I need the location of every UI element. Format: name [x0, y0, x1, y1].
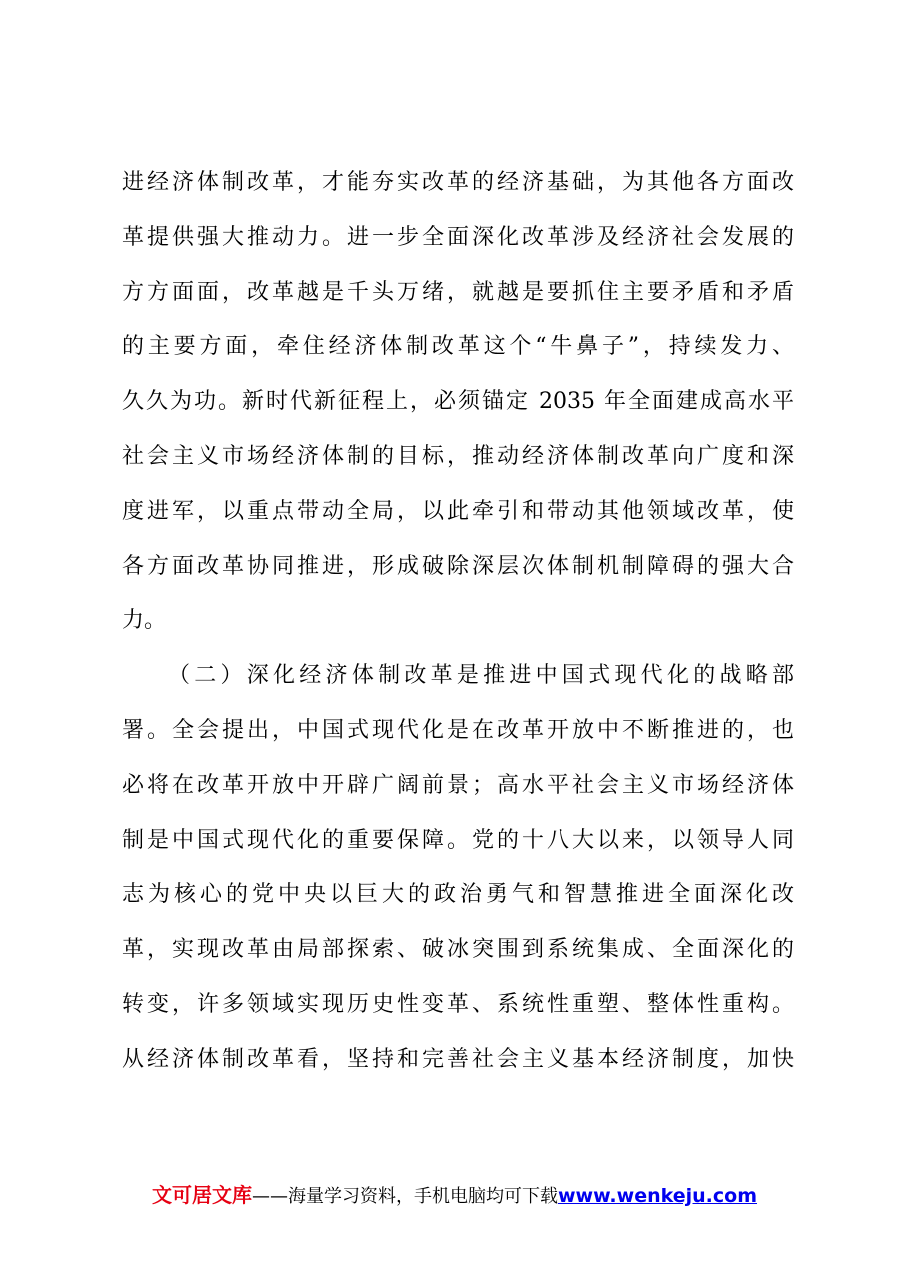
website-link[interactable]: www.wenkeju.com: [557, 1185, 757, 1207]
text-line: 志为核心的党中央以巨大的政治勇气和智慧推进全面深化改: [122, 882, 794, 908]
text-line: 社会主义市场经济体制的目标，推动经济体制改革向广度和深: [122, 443, 794, 469]
text-line: 进经济体制改革，才能夯实改革的经济基础，为其他各方面改: [122, 170, 794, 195]
text-line: 制是中国式现代化的重要保障。党的十八大以来，以领导人同: [122, 827, 794, 853]
text-line: 方方面面，改革越是千头万绪，就越是要抓住主要矛盾和矛盾: [122, 279, 794, 305]
text-line: 署。全会提出，中国式现代化是在改革开放中不断推进的，也: [122, 717, 794, 743]
brand-name: 文可居文库: [151, 1183, 252, 1207]
text-line: 转变，许多领域实现历史性变革、系统性重塑、整体性重构。: [122, 991, 794, 1017]
text-line: 力。: [122, 608, 167, 634]
footer-banner: [0, 1180, 909, 1212]
text-line: 革提供强大推动力。进一步全面深化改革涉及经济社会发展的: [122, 224, 794, 250]
text-line: 度进军，以重点带动全局，以此牵引和带动其他领域改革，使: [122, 498, 794, 524]
paragraph-2: [122, 649, 794, 1087]
paragraph-1: [122, 156, 794, 649]
text-line: 革，实现改革由局部探索、破冰突围到系统集成、全面深化的: [122, 937, 794, 963]
text-line: 从经济体制改革看，坚持和完善社会主义基本经济制度，加快: [122, 1046, 794, 1072]
text-line: 的主要方面，牵住经济体制改革这个“牛鼻子”，持续发力、: [122, 334, 794, 360]
section-heading-line: （二）深化经济体制改革是推进中国式现代化的战略部: [168, 663, 794, 689]
text-line: 各方面改革协同推进，形成破除深层次体制机制障碍的强大合: [122, 553, 794, 579]
body-text: [122, 156, 794, 1088]
text-line: 必将在改革开放中开辟广阔前景；高水平社会主义市场经济体: [122, 772, 794, 798]
text-line: 久久为功。新时代新征程上，必须锚定 2035 年全面建成高水平: [122, 389, 794, 415]
footer-tagline: ——海量学习资料，手机电脑均可下载: [251, 1186, 558, 1207]
